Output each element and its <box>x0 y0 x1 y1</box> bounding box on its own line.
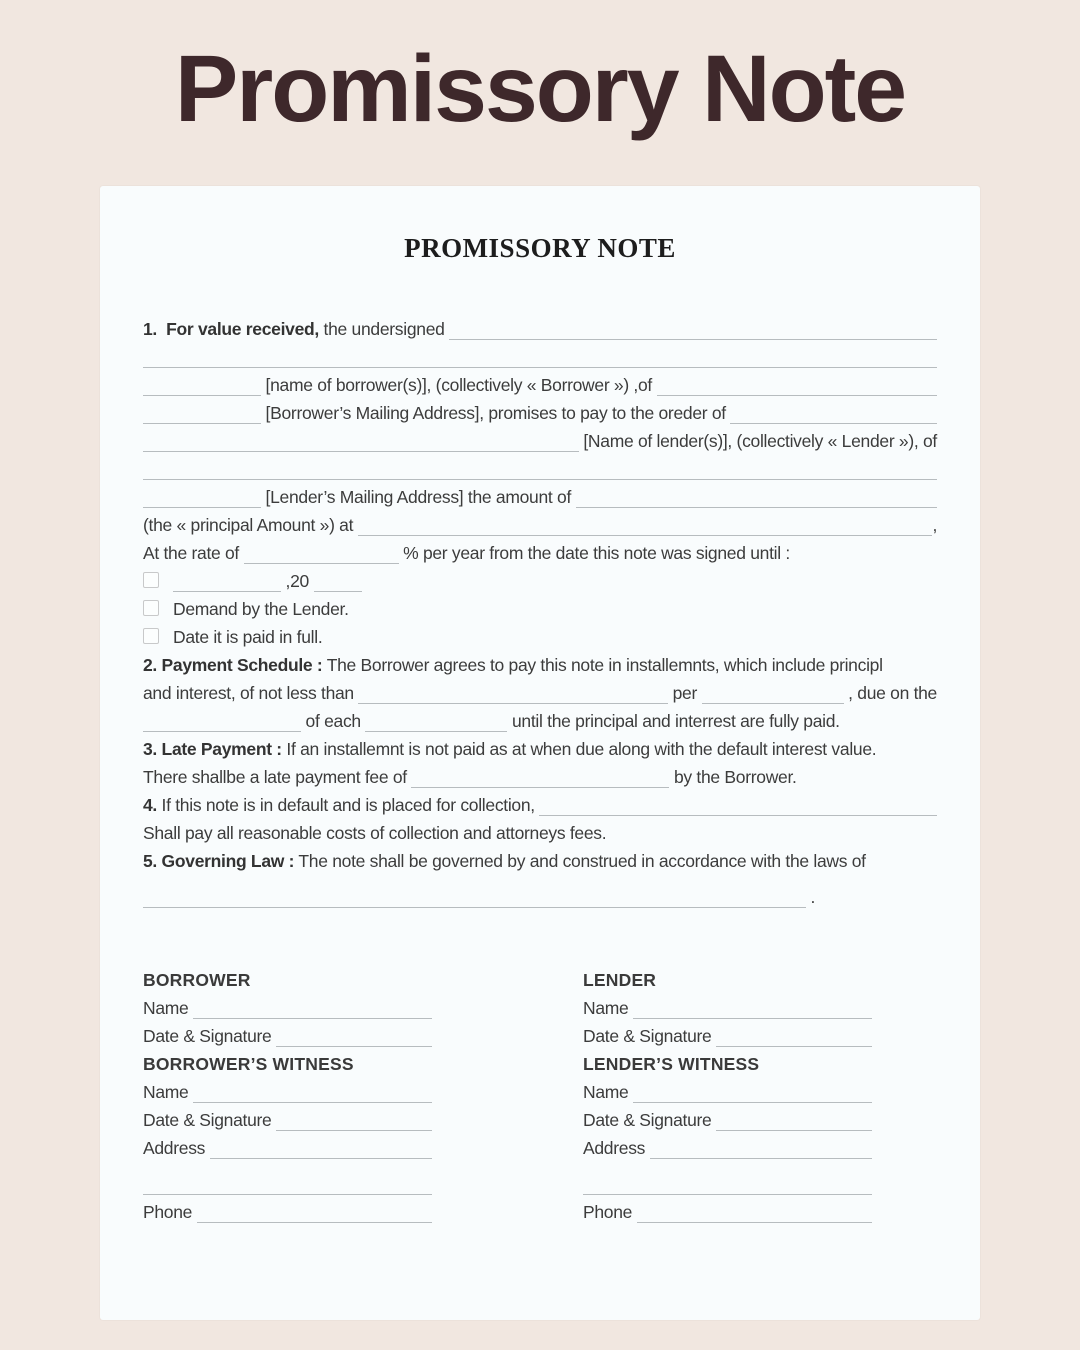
blank-underline <box>173 571 281 592</box>
poster-title: Promissory Note <box>174 36 906 142</box>
section-header: BORROWER <box>143 970 251 990</box>
document-title: PROMISSORY NOTE <box>404 233 676 263</box>
signature-row <box>583 966 872 994</box>
signature-row <box>583 1198 872 1226</box>
text-segment: The Borrower agrees to pay this note in installemnts, which include principl <box>322 655 883 675</box>
blank-underline <box>143 403 261 424</box>
checkbox-icon <box>143 628 159 644</box>
text-segment: % per year from the date this note was signed until : <box>398 543 790 563</box>
form-line <box>143 343 937 371</box>
signature-row <box>583 1134 872 1162</box>
text-segment: Shall pay all reasonable costs of collection and attorneys fees. <box>143 823 607 843</box>
bold-text-segment: 5. Governing Law : <box>143 851 295 871</box>
signature-row <box>143 966 432 994</box>
text-segment: the undersigned <box>318 319 450 339</box>
blank-underline <box>365 711 507 732</box>
blank-underline <box>358 515 933 536</box>
blank-underline <box>143 711 301 732</box>
form-line <box>143 315 937 343</box>
signature-column <box>143 966 432 1226</box>
signature-row <box>583 1106 872 1134</box>
signature-row <box>583 1078 872 1106</box>
signature-row <box>143 1078 432 1106</box>
blank-underline <box>143 1174 432 1195</box>
form-line <box>143 539 937 567</box>
form-line <box>143 511 937 539</box>
signature-row <box>583 1022 872 1050</box>
text-segment: , <box>932 515 937 535</box>
blank-underline <box>143 887 806 908</box>
blank-underline <box>583 1174 872 1195</box>
text-segment: , due on the <box>843 683 937 703</box>
signature-row <box>143 1106 432 1134</box>
text-segment: [Name of lender(s)], (collectively « Lender »), of <box>578 431 937 451</box>
form-line <box>143 707 937 735</box>
text-segment: The note shall be governed by and construed in accordance with the laws of <box>294 851 866 871</box>
form-line <box>143 763 937 791</box>
checkbox-icon <box>143 572 159 588</box>
form-line <box>143 483 937 511</box>
text-segment: by the Borrower. <box>669 767 797 787</box>
blank-underline <box>716 1026 872 1047</box>
blank-underline <box>730 403 937 424</box>
text-segment: [Lender’s Mailing Address] the amount of <box>261 487 576 507</box>
text-segment: and interest, of not less than <box>143 683 359 703</box>
section-header: LENDER <box>583 970 657 990</box>
form-line <box>143 651 937 679</box>
form-line <box>143 791 937 819</box>
text-segment: [name of borrower(s)], (collectively « Borrower ») ,of <box>261 375 657 395</box>
text-segment: If this note is in default and is placed for collection, <box>157 795 540 815</box>
text-segment: ,20 <box>281 571 314 591</box>
blank-underline <box>539 795 937 816</box>
signature-row <box>583 1050 872 1078</box>
text-segment: Demand by the Lender. <box>173 599 349 619</box>
signature-row <box>143 1198 432 1226</box>
form-line <box>143 847 937 875</box>
text-segment: until the principal and interrest are fully paid. <box>507 711 840 731</box>
text-segment: Name <box>583 998 634 1018</box>
signature-row <box>143 994 432 1022</box>
blank-underline <box>576 487 937 508</box>
blank-underline <box>143 487 261 508</box>
blank-underline <box>143 459 937 480</box>
text-segment: Date & Signature <box>143 1026 277 1046</box>
blank-underline <box>657 375 937 396</box>
text-segment: [Borrower’s Mailing Address], promises to pay to the oreder of <box>261 403 731 423</box>
signature-row <box>583 1170 872 1198</box>
blank-underline <box>411 767 669 788</box>
text-segment: There shallbe a late payment fee of <box>143 767 412 787</box>
blank-underline <box>193 1082 432 1103</box>
text-segment: (the « principal Amount ») at <box>143 515 358 535</box>
form-line <box>143 883 937 911</box>
section-header: BORROWER’S WITNESS <box>143 1054 354 1074</box>
form-line <box>143 595 937 623</box>
blank-underline <box>650 1138 872 1159</box>
blank-underline <box>143 375 261 396</box>
text-segment: Name <box>583 1082 634 1102</box>
text-segment: Date & Signature <box>583 1110 717 1130</box>
document-page <box>100 186 980 1320</box>
blank-underline <box>633 1082 872 1103</box>
text-segment: Phone <box>583 1202 637 1222</box>
bold-text-segment: 4. <box>143 795 157 815</box>
blank-underline <box>637 1202 872 1223</box>
bold-text-segment: 3. Late Payment : <box>143 739 282 759</box>
text-segment: of each <box>301 711 366 731</box>
blank-underline <box>193 998 432 1019</box>
text-segment: per <box>668 683 702 703</box>
blank-underline <box>244 543 399 564</box>
blank-underline <box>210 1138 432 1159</box>
form-line <box>143 567 937 595</box>
blank-underline <box>276 1026 432 1047</box>
signature-column <box>583 966 872 1226</box>
text-segment: . <box>806 887 816 907</box>
signature-row <box>143 1134 432 1162</box>
form-line <box>143 399 937 427</box>
text-segment: Name <box>143 998 194 1018</box>
checkbox-icon <box>143 600 159 616</box>
blank-underline <box>143 347 937 368</box>
text-segment: Address <box>583 1138 650 1158</box>
text-segment: Phone <box>143 1202 197 1222</box>
form-line <box>143 623 937 651</box>
signature-section <box>143 966 937 1226</box>
blank-underline <box>633 998 872 1019</box>
blank-underline <box>449 319 937 340</box>
text-segment: Date & Signature <box>143 1110 277 1130</box>
document-body <box>143 315 937 911</box>
bold-text-segment: 2. Payment Schedule : <box>143 655 323 675</box>
blank-underline <box>197 1202 432 1223</box>
signature-row <box>143 1022 432 1050</box>
text-segment: Name <box>143 1082 194 1102</box>
form-line <box>143 427 937 455</box>
text-segment: If an installemnt is not paid as at when due along with the default interest value. <box>281 739 877 759</box>
form-line <box>143 735 937 763</box>
blank-underline <box>143 431 579 452</box>
form-line <box>143 819 937 847</box>
signature-row <box>583 994 872 1022</box>
text-segment: Address <box>143 1138 210 1158</box>
signature-row <box>143 1050 432 1078</box>
section-header: LENDER’S WITNESS <box>583 1054 760 1074</box>
signature-row <box>143 1170 432 1198</box>
text-segment: At the rate of <box>143 543 244 563</box>
blank-underline <box>276 1110 432 1131</box>
bold-text-segment: 1. For value received, <box>143 319 319 339</box>
blank-underline <box>314 571 362 592</box>
form-line <box>143 371 937 399</box>
blank-underline <box>358 683 668 704</box>
blank-underline <box>702 683 844 704</box>
text-segment: Date it is paid in full. <box>173 627 323 647</box>
form-line <box>143 679 937 707</box>
form-line <box>143 455 937 483</box>
text-segment: Date & Signature <box>583 1026 717 1046</box>
blank-underline <box>716 1110 872 1131</box>
